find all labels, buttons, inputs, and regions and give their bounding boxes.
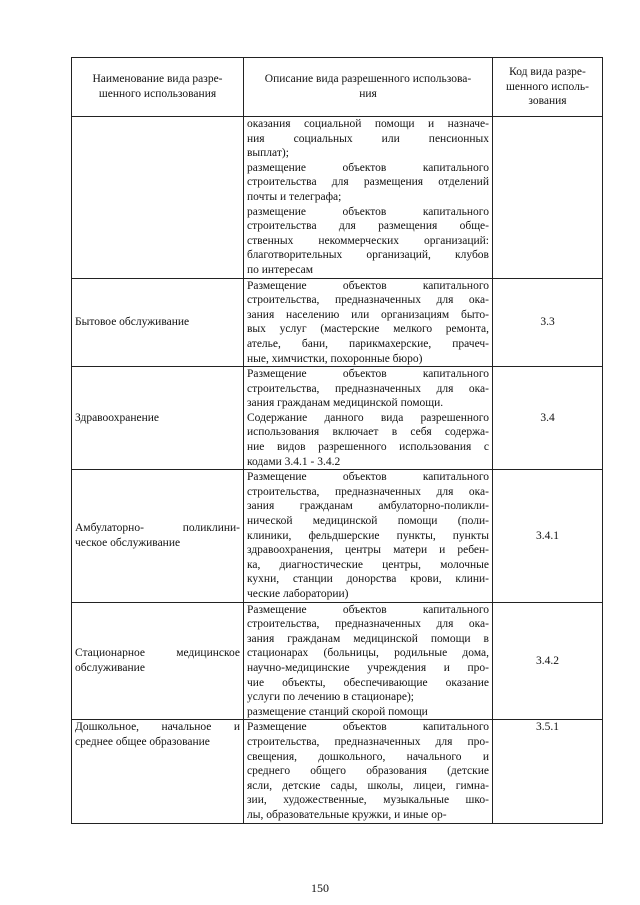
description-line: Размещение объектов капитального (247, 721, 489, 734)
header-name: Наименование вида разре- шенного использования (72, 58, 244, 117)
description-line: Размещение объектов капитального (247, 279, 489, 292)
description-line: Размещение объектов капитального (247, 471, 489, 484)
use-name-cell (72, 278, 244, 367)
use-name-cell (72, 117, 244, 279)
use-name-cell (72, 602, 244, 720)
use-description-cell (244, 367, 493, 470)
description-line: Размещение объектов капитального (247, 603, 489, 616)
use-code-cell: 3.3 (493, 278, 603, 367)
use-name-cell (72, 367, 244, 470)
description-line: зания гражданам медицинской помощи. (247, 397, 444, 410)
use-description-cell (244, 117, 493, 279)
description-line: строительства, предназначенных для ока- (247, 485, 489, 498)
description-line: научно-медицинские учреждения и про- (247, 661, 489, 674)
table-row (72, 367, 603, 470)
use-name-cell (72, 720, 244, 823)
use-name-line: среднее общее образование (75, 735, 210, 748)
use-name-line: обслуживание (75, 661, 145, 674)
description-line: почты и телеграфа; (247, 190, 342, 203)
description-line: услуги по лечению в стационаре); (247, 691, 414, 704)
use-code-cell: 3.5.1 (493, 720, 603, 823)
description-line: Содержание данного вида разрешенного (247, 411, 489, 424)
description-line: кодами 3.4.1 - 3.4.2 (247, 455, 341, 468)
description-line: оказания социальной помощи и назначе- (247, 118, 489, 130)
description-line: зания населению или организациям быто- (247, 308, 489, 321)
use-name-line: Бытовое обслуживание (75, 316, 190, 329)
description-line: строительства для размещения обще- (247, 220, 489, 233)
description-line: ственных некоммерческих организаций: (247, 234, 489, 247)
use-code-cell: 3.4 (493, 367, 603, 470)
description-line: свещения, дошкольного, начального и (247, 750, 489, 763)
description-line: строительства, предназначенных для ока- (247, 382, 489, 395)
land-use-table (71, 57, 603, 824)
description-line: благотворительных организаций, клубов (247, 249, 489, 262)
use-code-cell (493, 117, 603, 279)
description-line: ясли, детские сады, школы, лицеи, гимна- (247, 779, 489, 792)
use-name-line: ческое обслуживание (75, 536, 181, 549)
use-code-cell: 3.4.1 (493, 470, 603, 602)
description-line: зания гражданам медицинской помощи в (247, 632, 489, 645)
description-line: строительства, предназначенных для про- (247, 735, 489, 748)
description-line: кухни, станции донорства крови, клини- (247, 573, 489, 586)
table-row (72, 117, 603, 279)
table-row (72, 470, 603, 602)
use-description-cell (244, 602, 493, 720)
description-line: зии, художественные, музыкальные шко- (247, 794, 489, 807)
description-line: строительства, предназначенных для ока- (247, 294, 489, 307)
use-name-line: Стационарное медицинское (75, 647, 240, 660)
description-line: размещение объектов капитального (247, 205, 489, 218)
description-line: Размещение объектов капитального (247, 368, 489, 381)
description-line: размещение объектов капитального (247, 161, 489, 174)
description-line: нической медицинской помощи (поли- (247, 515, 489, 528)
use-name-line: Дошкольное, начальное и (75, 721, 240, 734)
description-line: чие объекты, обеспечивающие оказание (247, 676, 489, 689)
description-line: ние видов разрешенного использования с (247, 441, 489, 454)
description-line: строительства, предназначенных для ока- (247, 618, 489, 631)
description-line: клиники, фельдшерские пункты, пункты (247, 529, 489, 542)
table-row (72, 720, 603, 823)
header-code: Код вида разре- шенного исполь- зования (493, 58, 603, 117)
table-row (72, 602, 603, 720)
description-line: зания гражданам амбулаторно-поликли- (247, 500, 489, 513)
description-line: здравоохранения, центры матери и ребен- (247, 544, 489, 557)
page-number: 150 (311, 881, 329, 895)
description-line: ческие лаборатории) (247, 588, 349, 600)
description-line: вых услуг (мастерские мелкого ремонта, (247, 323, 489, 336)
description-line: выплат); (247, 147, 289, 160)
use-name-cell (72, 470, 244, 602)
use-code-cell: 3.4.2 (493, 602, 603, 720)
description-line: размещение станций скорой помощи (247, 705, 428, 718)
description-line: по интересам (247, 263, 313, 276)
use-description-cell (244, 720, 493, 823)
use-description-cell (244, 278, 493, 367)
description-line: ные, химчистки, похоронные бюро) (247, 352, 423, 365)
use-name-line: Амбулаторно- поликлини- (75, 522, 240, 535)
description-line: среднего общего образования (детские (247, 765, 489, 778)
use-name-line: Здравоохранение (75, 411, 160, 424)
table-header-row (72, 58, 603, 117)
description-line: ка, диагностические центры, молочные (247, 558, 489, 571)
header-description: Описание вида разрешенного использова- ния (244, 58, 493, 117)
description-line: ния социальных или пенсионных (247, 132, 489, 145)
description-line: использования включает в себя содержа- (247, 426, 489, 439)
use-description-cell (244, 470, 493, 602)
description-line: ателье, бани, парикмахерские, прачеч- (247, 337, 489, 350)
description-line: лы, образовательные кружки, и иные ор- (247, 808, 447, 821)
table-row (72, 278, 603, 367)
description-line: строительства для размещения отделений (247, 176, 489, 189)
description-line: стационарах (больницы, родильные дома, (247, 647, 489, 660)
